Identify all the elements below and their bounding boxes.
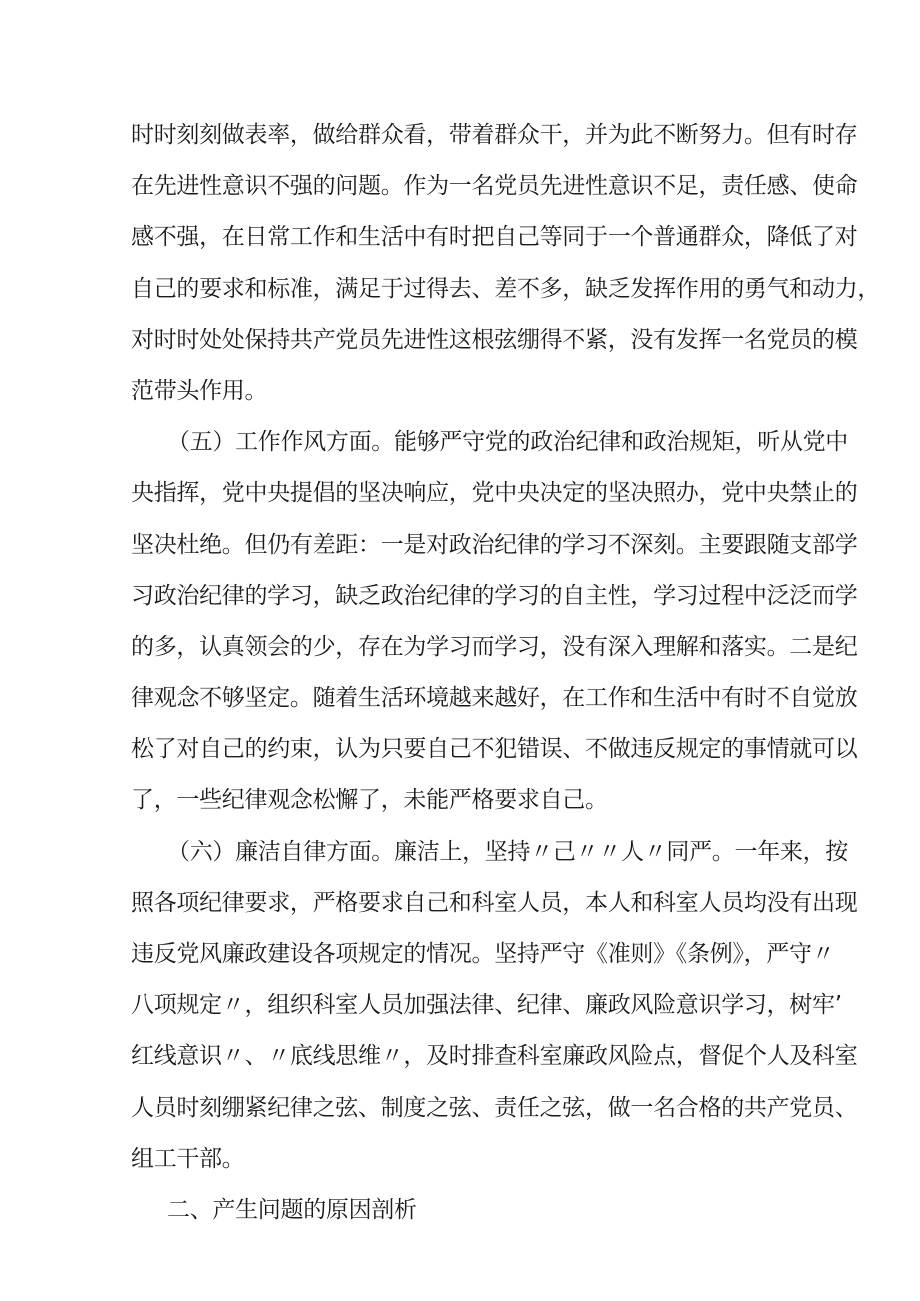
paragraph-line: （六）廉洁自律方面。廉洁上，坚持〃己〃〃人〃同严。一年来，按 bbox=[167, 838, 849, 865]
paragraph-line: 央指挥，党中央提倡的坚决响应，党中央决定的坚决照办，党中央禁止的 bbox=[131, 480, 858, 507]
paragraph-line: 组工干部。 bbox=[131, 1145, 245, 1172]
paragraph-line: 坚决杜绝。但仍有差距：一是对政治纪律的学习不深刻。主要跟随支部学 bbox=[131, 531, 858, 558]
paragraph-advancedness bbox=[131, 110, 881, 417]
paragraph-line: 感不强，在日常工作和生活中有时把自己等同于一个普通群众，降低了对 bbox=[131, 224, 858, 251]
paragraph-line: 八项规定〃，组织科室人员加强法律、纪律、廉政风险意识学习，树牢’ bbox=[131, 992, 842, 1019]
paragraph-line: 时时刻刻做表率，做给群众看，带着群众干，并为此不断努力。但有时存 bbox=[131, 122, 858, 148]
paragraph-line: （五）工作作风方面。能够严守党的政治纪律和政治规矩，听从党中 bbox=[167, 429, 849, 456]
paragraph-line: 自己的要求和标准，满足于过得去、差不多，缺乏发挥作用的勇气和动力， bbox=[131, 275, 881, 302]
paragraph-work-style bbox=[131, 417, 858, 827]
document-body bbox=[131, 110, 881, 1236]
paragraph-line: 的多，认真领会的少，存在为学习而学习，没有深入理解和落实。二是纪 bbox=[131, 633, 858, 660]
paragraph-line: 习政治纪律的学习，缺乏政治纪律的学习的自主性，学习过程中泛泛而学 bbox=[131, 582, 858, 609]
paragraph-line: 照各项纪律要求，严格要求自己和科室人员，本人和科室人员均没有出现 bbox=[131, 889, 858, 916]
paragraph-line: 松了对自己的约束，认为只要自己不犯错误、不做违反规定的事情就可以 bbox=[131, 736, 858, 763]
section-heading: 二、产生问题的原因剖析 bbox=[167, 1196, 417, 1223]
paragraph-line: 对时时处处保持共产党员先进性这根弦绷得不紧，没有发挥一名党员的模 bbox=[131, 326, 858, 353]
paragraph-line: 在先进性意识不强的问题。作为一名党员先进性意识不足，责任感、使命 bbox=[131, 173, 858, 200]
paragraph-line: 范带头作用。 bbox=[131, 377, 268, 404]
paragraph-line: 了，一些纪律观念松懈了，未能严格要求自己。 bbox=[131, 787, 608, 814]
paragraph-integrity bbox=[131, 827, 858, 1185]
paragraph-line: 违反党风廉政建设各项规定的情况。坚持严守《准则》《条例》，严守〃 bbox=[131, 941, 835, 967]
paragraph-line: 律观念不够坚定。随着生活环境越来越好，在工作和生活中有时不自觉放 bbox=[131, 685, 858, 712]
paragraph-line: 红线意识〃、〃底线思维〃，及时排查科室廉政风险点，督促个人及科室 bbox=[131, 1043, 858, 1070]
paragraph-line: 人员时刻绷紧纪律之弦、制度之弦、责任之弦，做一名合格的共产党员、 bbox=[131, 1094, 858, 1121]
